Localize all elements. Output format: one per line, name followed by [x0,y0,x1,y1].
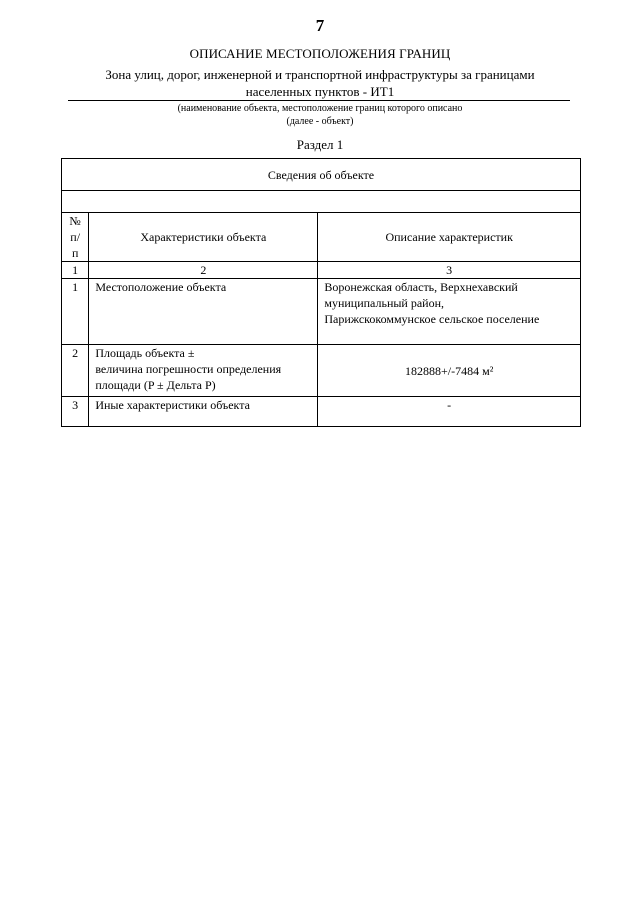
row-number: 1 [62,279,89,345]
header-num-line-1: № [69,214,81,228]
row-description [318,279,581,345]
object-info-table [61,158,581,427]
column-number-row [62,262,581,279]
column-number: 2 [89,262,318,279]
object-note-line-2: (далее - объект) [286,116,354,127]
characteristic-line: Иные характеристики объекта [95,398,250,412]
description-line: муниципальный район, [324,296,445,310]
table-spacer-row [62,191,581,213]
underline-rule [68,100,570,101]
table-spacer-cell [62,191,581,213]
table-row [62,279,581,345]
characteristic-line: Площадь объекта ± [95,346,195,360]
row-number: 2 [62,345,89,397]
object-name-line-2: населенных пунктов - ИТ1 [245,84,395,99]
section-label: Раздел 1 [296,137,344,152]
object-name-line-1: Зона улиц, дорог, инженерной и транспортной инфраструктуры за границами [105,67,535,82]
characteristic-line: величина погрешности определения [95,362,282,376]
column-number: 3 [318,262,581,279]
table-header-row [62,213,581,262]
object-note-line-1: (наименование объекта, местоположение границ которого описано [177,103,463,114]
header-characteristics: Характеристики объекта [89,213,318,262]
header-num-line-2: п/п [70,230,81,260]
document-title: ОПИСАНИЕ МЕСТОПОЛОЖЕНИЯ ГРАНИЦ [189,46,451,61]
table-caption: Сведения об объекте [62,159,581,191]
table-caption-row [62,159,581,191]
column-number: 1 [62,262,89,279]
characteristic-line: площади (P ± Дельта P) [95,378,216,392]
row-characteristic [89,345,318,397]
table-row [62,397,581,427]
description-line: 182888+/-7484 м² [405,363,494,378]
header-description: Описание характеристик [318,213,581,262]
table-row [62,345,581,397]
row-characteristic [89,397,318,427]
row-description [318,345,581,397]
description-line: Парижскокоммунское сельское поселение [324,312,540,326]
header-num [62,213,89,262]
page-number: 7 [315,16,325,35]
description-line: - [447,398,452,412]
description-line: Воронежская область, Верхнехавский [324,280,518,294]
row-description [318,397,581,427]
row-number: 3 [62,397,89,427]
characteristic-line: Местоположение объекта [95,280,227,294]
row-characteristic [89,279,318,345]
